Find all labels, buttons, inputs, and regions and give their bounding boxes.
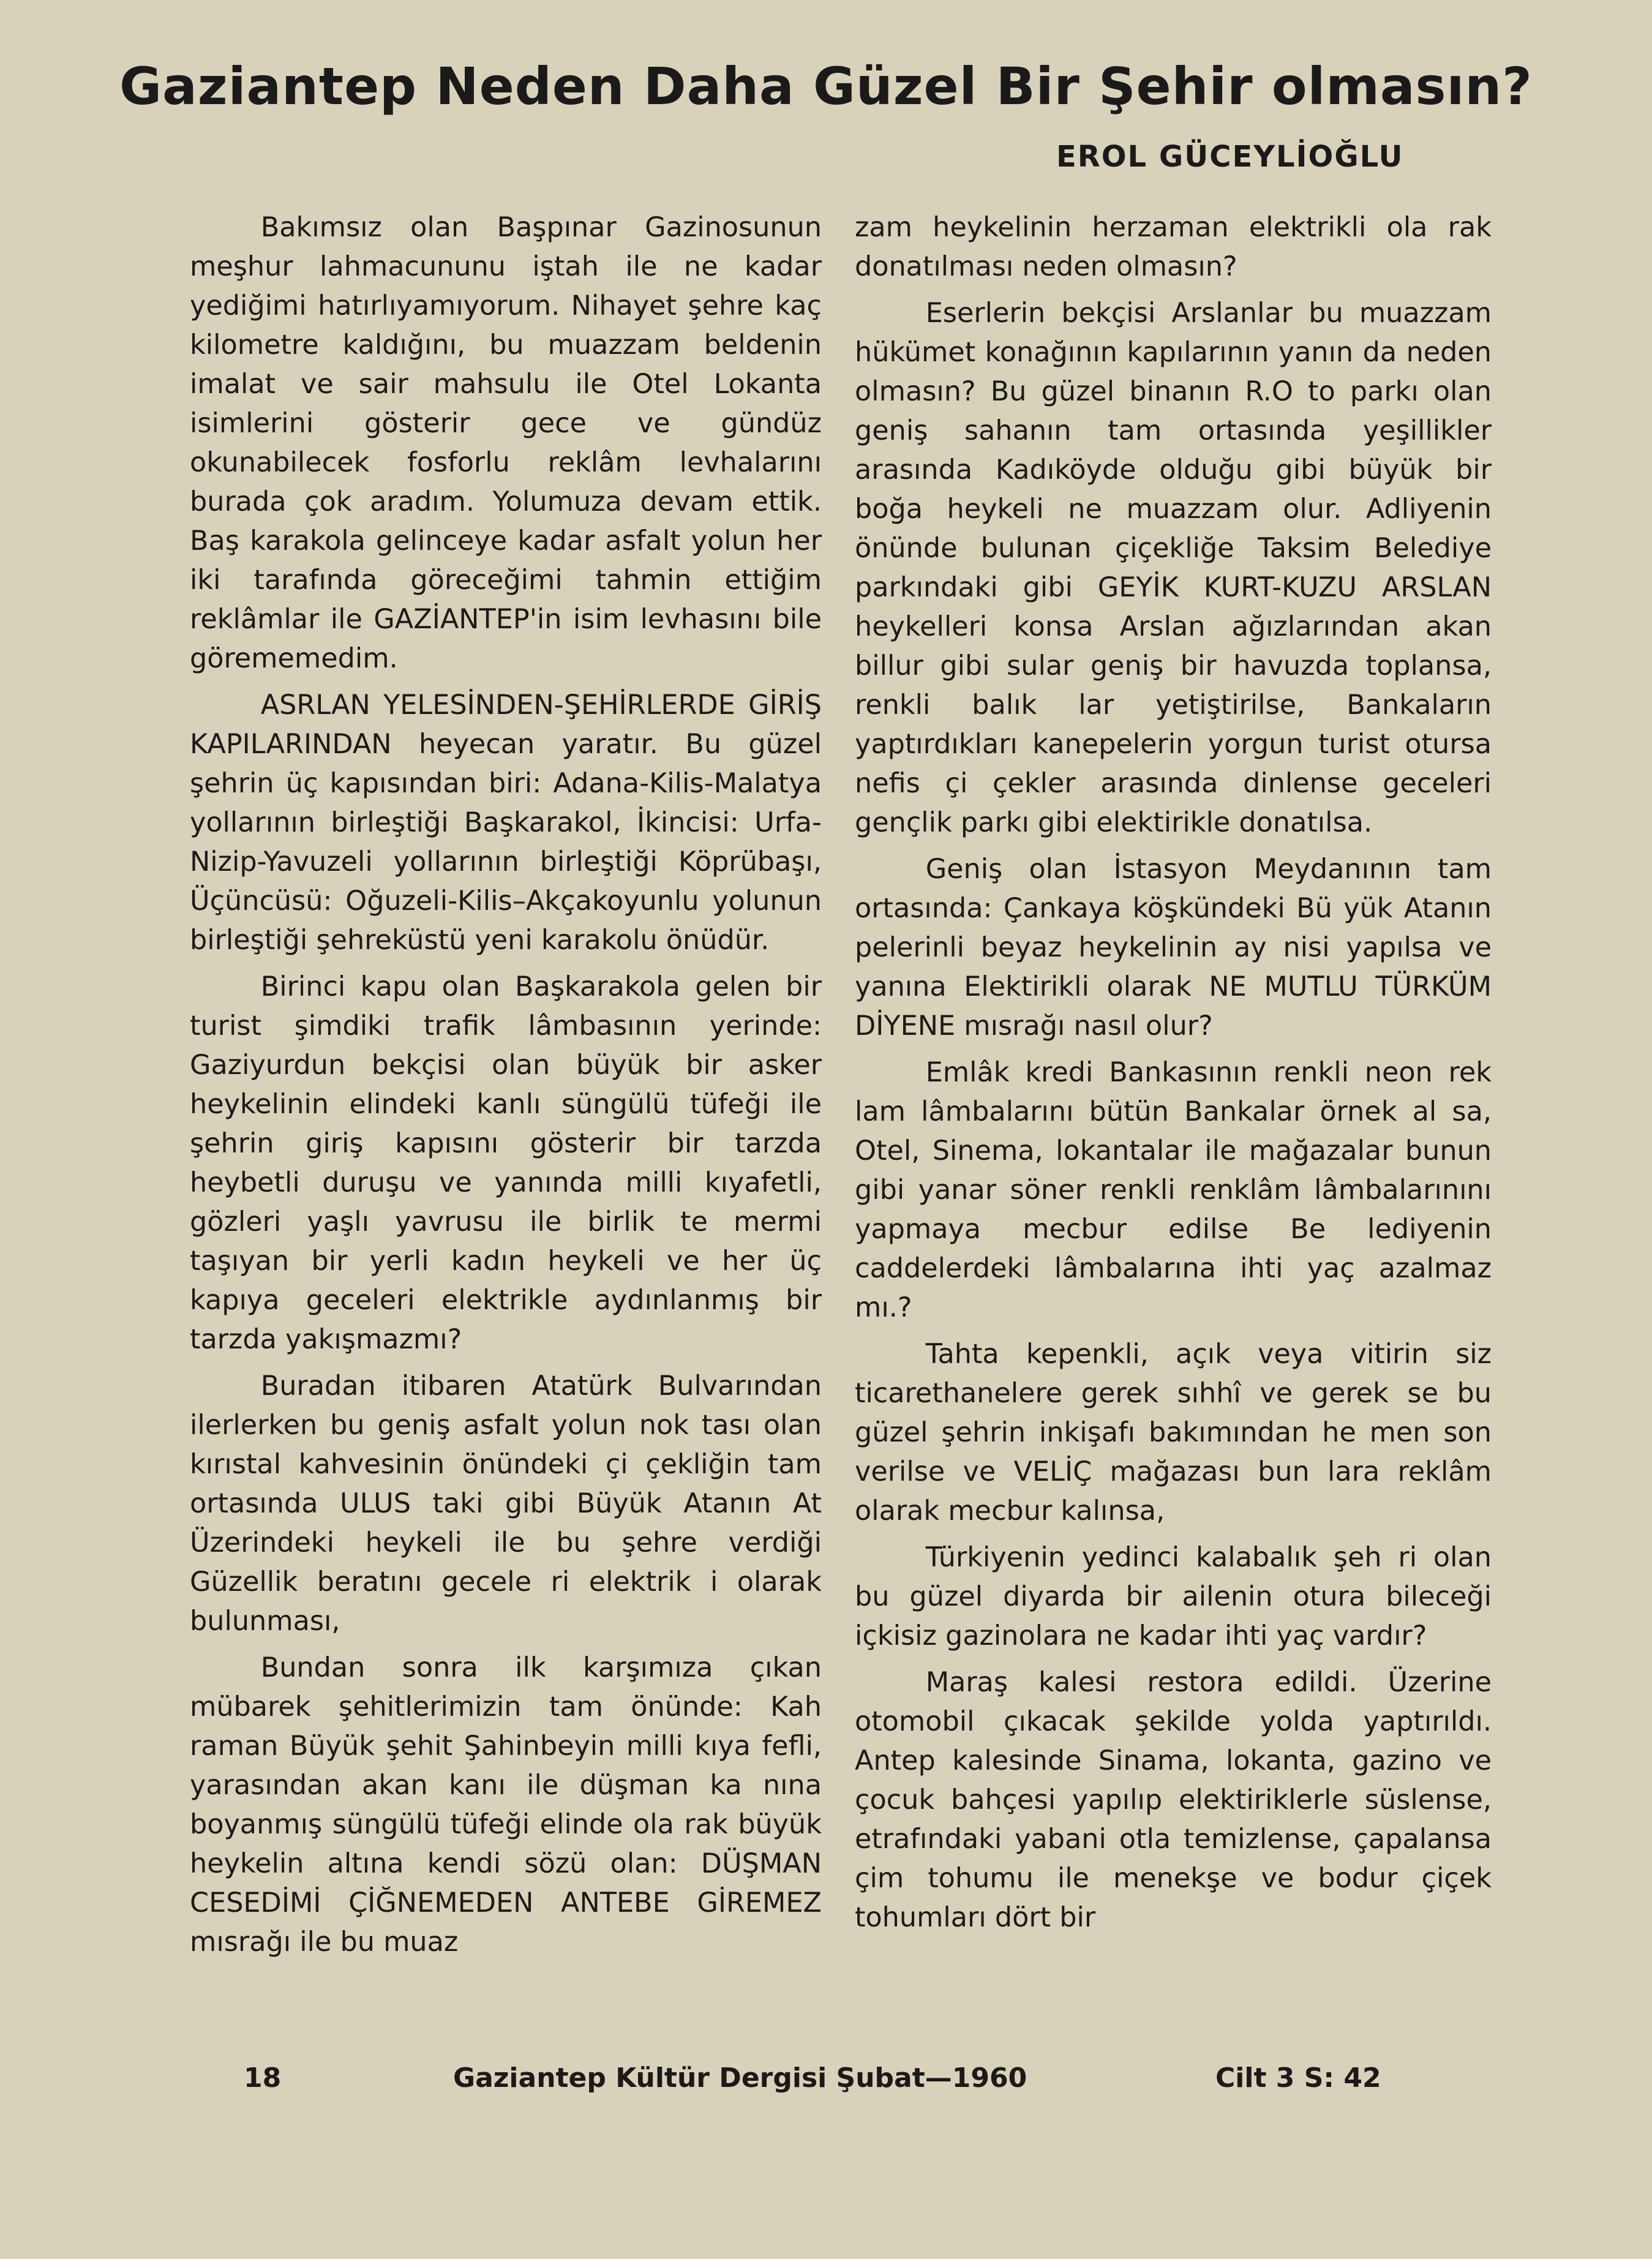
paragraph: zam heykelinin herzaman elektrikli ola rak donatılması neden olmasın? <box>855 212 1492 282</box>
paragraph: ASRLAN YELESİNDEN-ŞEHİRLERDE GİRİŞ KAPILARINDAN heyecan yaratır. Bu güzel şehrin üç kapısından biri: Adana-Kilis-Malatya yollarının birleştiği Başkarakol, İkincisi: Urfa-Nizip-Yavuzeli yollarının birleştiği Köprübaşı, Üçüncüsü: Oğuzeli-Kilis–Akçakoyunlu yolunun birleştiği şehreküstü yeni karakolu önüdür. <box>190 690 822 956</box>
article-title: Gaziantep Neden Daha Güzel Bir Şehir olmasın? <box>119 56 1533 116</box>
paragraph: Tahta kepenkli, açık veya vitirin siz ticarethanelere gerek sıhhî ve gerek se bu güzel şehrin inkişafı bakımından he men son verilse ve VELİÇ mağazası bun lara reklâm olarak mecbur kalınsa, <box>855 1339 1492 1527</box>
page-footer <box>0 2062 1652 2099</box>
paragraph: Bundan sonra ilk karşımıza çıkan mübarek şehitlerimizin tam önünde: Kah raman Büyük şehit Şahinbeyin milli kıya fefli, yarasından akan kanı ile düşman ka nına boyanmış süngülü tüfeği elinde ola rak büyük heykelin altına kendi sözü olan: DÜŞMAN CESEDİMİ ÇİĞNEMEDEN ANTEBE GİREMEZ mısrağı ile bu muaz <box>190 1652 822 1958</box>
paragraph: Emlâk kredi Bankasının renkli neon rek lam lâmbalarını bütün Bankalar örnek al sa, Otel, Sinema, lokantalar ile mağazalar bunun gibi yanar söner renkli renklâm lâmbalarınını yapmaya mecbur edilse Be lediyenin caddelerdeki lâmbalarına ihti yaç azalmaz mı.? <box>855 1057 1492 1323</box>
paragraph: Türkiyenin yedinci kalabalık şeh ri olan bu güzel diyarda bir ailenin otura bileceği içkisiz gazinolara ne kadar ihti yaç vardır? <box>855 1542 1492 1652</box>
paragraph: Bakımsız olan Başpınar Gazinosunun meşhur lahmacununu iştah ile ne kadar yediğimi hatırlıyamıyorum. Nihayet şehre kaç kilometre kaldığını, bu muazzam beldenin imalat ve sair mahsulu ile Otel Lokanta isimlerini gösterir gece ve gündüz okunabilecek fosforlu reklâm levhalarını burada çok aradım. Yolumuza devam ettik. Baş karakola gelinceye kadar asfalt yolun her iki tarafında göreceğimi tahmin ettiğim reklâmlar ile GAZİANTEP'in isim levhasını bile görememedim. <box>190 212 822 674</box>
volume-issue: Cilt 3 S: 42 <box>1215 2062 1381 2094</box>
right-column <box>855 208 1492 2021</box>
paragraph: Buradan itibaren Atatürk Bulvarından ilerlerken bu geniş asfalt yolun nok tası olan kırıstal kahvesinin önündeki çi çekliğin tam ortasında ULUS taki gibi Büyük Atanın At Üzerindeki heykeli ile bu şehre verdiği Güzellik beratını gecele ri elektrik i olarak bulunması, <box>190 1370 822 1637</box>
paragraph: Eserlerin bekçisi Arslanlar bu muazzam hükümet konağının kapılarının yanın da neden olmasın? Bu güzel binanın R.O to parkı olan geniş sahanın tam ortasında yeşillikler arasında Kadıköyde olduğu gibi büyük bir boğa heykeli ne muazzam olur. Adliyenin önünde bulunan çiçekliğe Taksim Belediye parkındaki gibi GEYİK KURT-KUZU ARSLAN heykelleri konsa Arslan ağızlarından akan billur gibi sular geniş bir havuzda toplansa, renkli balık lar yetiştirilse, Bankaların yaptırdıkları kanepelerin yorgun turist otursa nefis çi çekler arasında dinlense geceleri gençlik parkı gibi elektirikle donatılsa. <box>855 298 1492 838</box>
paragraph: Maraş kalesi restora edildi. Üzerine otomobil çıkacak şekilde yolda yaptırıldı. Antep kalesinde Sinama, lokanta, gazino ve çocuk bahçesi yapılıp elektiriklerle süslense, etrafındaki yabani otla temizlense, çapalansa çim tohumu ile menekşe ve bodur çiçek tohumları dört bir <box>855 1667 1492 1933</box>
page-number: 18 <box>244 2062 282 2094</box>
article-author: EROL GÜCEYLİOĞLU <box>1056 140 1404 174</box>
paragraph: Geniş olan İstasyon Meydanının tam ortasında: Çankaya köşkündeki Bü yük Atanın pelerinli beyaz heykelinin ay nisi yapılsa ve yanına Elektirikli olarak NE MUTLU TÜRKÜM DİYENE mısrağı nasıl olur? <box>855 854 1492 1042</box>
publication-name: Gaziantep Kültür Dergisi Şubat—1960 <box>453 2062 1027 2094</box>
paragraph: Birinci kapu olan Başkarakola gelen bir turist şimdiki trafik lâmbasının yerinde: Gaziyurdun bekçisi olan büyük bir asker heykelinin elindeki kanlı süngülü tüfeği ile şehrin giriş kapısını gösterir bir tarzda heybetli duruşu ve yanında milli kıyafetli, gözleri yaşlı yavrusu ile birlik te mermi taşıyan bir yerli kadın heykeli ve her üç kapıya geceleri elektrikle aydınlanmış bir tarzda yakışmazmı? <box>190 971 822 1355</box>
left-column <box>190 208 822 2021</box>
